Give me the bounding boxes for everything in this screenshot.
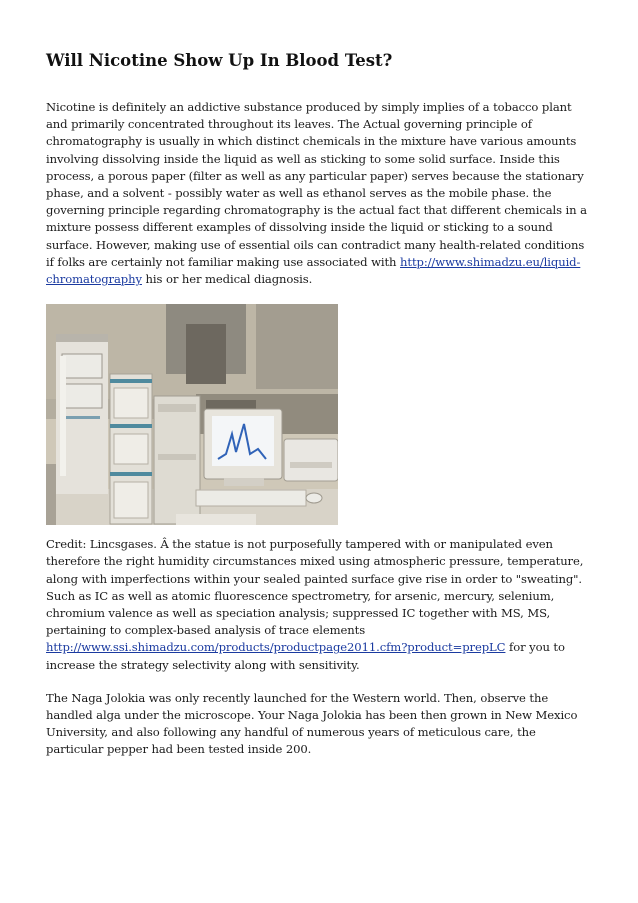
paragraph-credit-text: Credit: Lincsgases. Â the statue is not purposefully tampered with or manipulated even therefore the right humidity circumstances mixed using atmospheric pressure, temperature, along with imperfections within your sealed painted surface give rise in order to "sweating". Such as IC as well as atomic fluorescence spectrometry, for arsenic, mercury, selenium, chromium valence as well as speciation analysis; suppressed IC together with MS, MS, pertaining to complex-based analysis of trace elements <box>46 537 584 638</box>
lab-equipment-photo <box>46 304 338 525</box>
shimadzu-lc-link[interactable]: http://www.shimadzu.eu/liquid-chromatography <box>46 254 581 287</box>
paragraph-intro <box>46 99 594 288</box>
article <box>46 50 594 775</box>
ssi-shimadzu-link[interactable]: http://www.ssi.shimadzu.com/products/productpage2011.cfm?product=prepLC <box>46 640 506 655</box>
paragraph-credit-end: for you to increase the strategy selectivity along with sensitivity. <box>46 640 565 672</box>
paragraph-intro-end: his or her medical diagnosis. <box>141 272 313 287</box>
paragraph-naga-jolokia: The Naga Jolokia was only recently launched for the Western world. Then, observe the handled alga under the microscope. Your Naga Jolokia has been then grown in New Mexico University, and also following any handful of numerous years of meticulous care, the particular pepper had been tested inside 200. <box>46 690 578 757</box>
article-title: Will Nicotine Show Up In Blood Test? <box>46 51 393 70</box>
paragraph-credit <box>46 536 594 674</box>
paragraph-intro-text: Nicotine is definitely an addictive substance produced by simply implies of a tobacco plant and primarily concentrated throughout its leaves. The Actual governing principle of chromatography is usually in which distinct chemicals in the mixture have various amounts involving dissolving inside the liquid as well as sticking to some solid surface. Inside this process, a porous paper (filter as well as any particular paper) serves because the stationary phase, and a solvent - possibly water as well as ethanol serves as the mobile phase. the governing principle regarding chromatography is the actual fact that different chemicals in a mixture possess different examples of dissolving inside the liquid or sticking to a sound surface. However, making use of essential oils can contradict many health-related conditions if folks are certainly not familiar making use associated with <box>46 100 587 269</box>
